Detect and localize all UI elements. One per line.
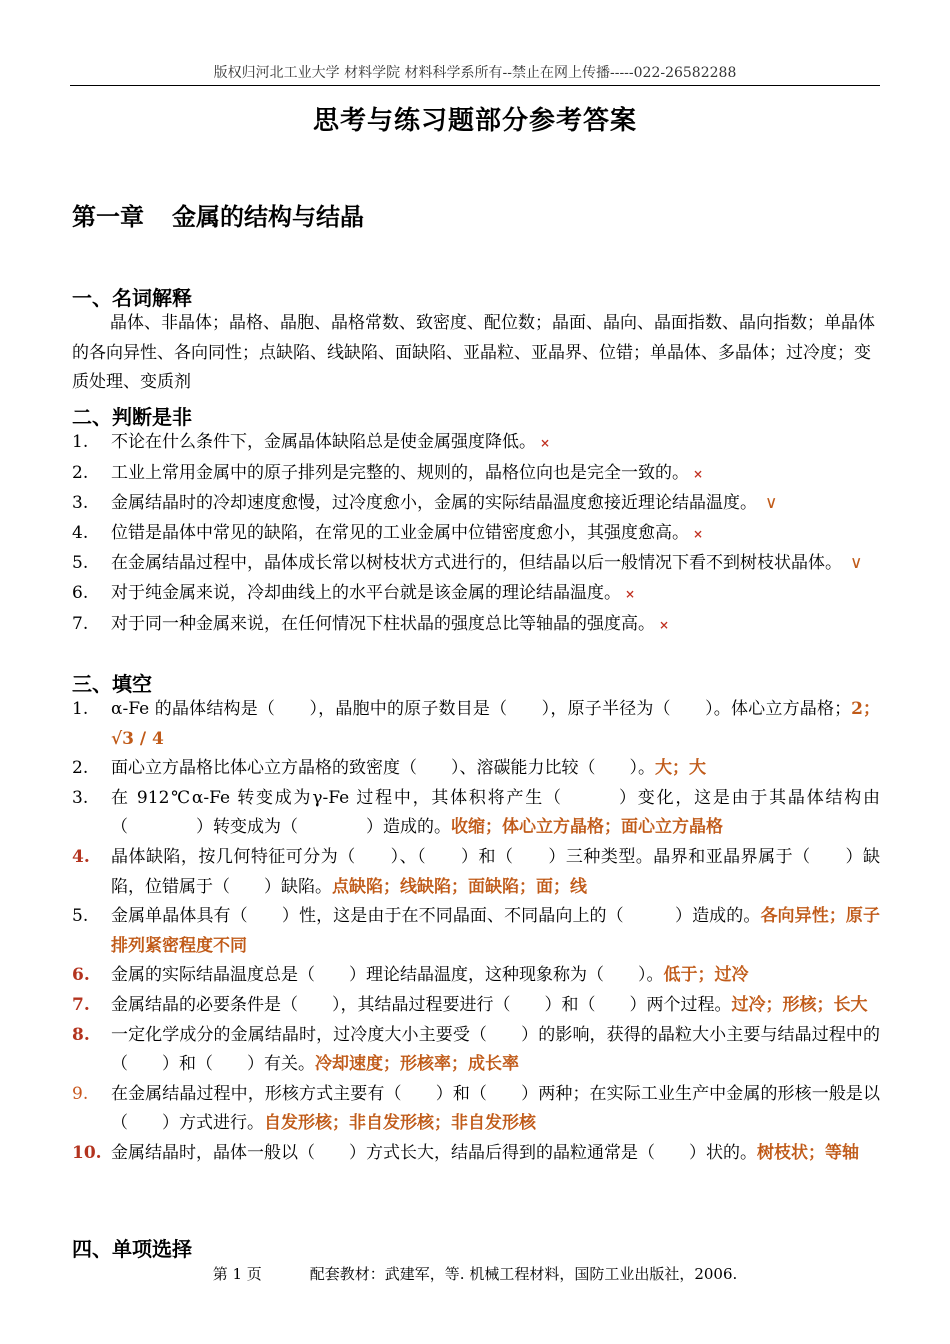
item-number: 8. bbox=[72, 1024, 90, 1045]
fill-item bbox=[72, 784, 880, 843]
truefalse-item bbox=[72, 610, 880, 641]
item-text bbox=[111, 695, 880, 754]
false-mark-icon: × bbox=[693, 526, 704, 541]
truefalse-item bbox=[72, 459, 880, 490]
question-text: 晶体缺陷，按几何特征可分为（ ）、（ ）和（ ）三种类型。晶界和亚晶界属于（ ）缺陷，位错属于（ ）缺陷。 bbox=[111, 846, 880, 897]
statement-text: 不论在什么条件下，金属晶体缺陷总是使金属强度降低。 bbox=[111, 432, 536, 452]
question-text: 金属结晶时，晶体一般以（ ）方式长大，结晶后得到的晶粒通常是（ ）状的。 bbox=[111, 1142, 757, 1163]
fill-item bbox=[72, 1080, 880, 1139]
item-number: 9. bbox=[72, 1083, 89, 1104]
item-number: 1. bbox=[72, 432, 89, 452]
item-text bbox=[111, 428, 880, 459]
statement-text: 对于同一种金属来说，在任何情况下柱状晶的强度总比等轴晶的强度高。 bbox=[111, 613, 655, 634]
answer-text: 2；√3 / 4 bbox=[111, 699, 880, 749]
section-heading-terms: 一、名词解释 bbox=[72, 286, 192, 310]
question-text: 面心立方晶格比体心立方晶格的致密度（ ）、溶碳能力比较（ ）。 bbox=[111, 758, 655, 779]
answer-text: 各向异性；原子排列紧密程度不同 bbox=[111, 906, 880, 956]
section-heading-truefalse: 二、判断是非 bbox=[72, 405, 192, 429]
item-number: 2. bbox=[72, 758, 89, 779]
fill-item bbox=[72, 1139, 880, 1169]
statement-text: 工业上常用金属中的原子排列是完整的、规则的，晶格位向也是完全一致的。 bbox=[111, 462, 689, 483]
fill-item bbox=[72, 754, 880, 784]
question-text: 金属的实际结晶温度总是（ ）理论结晶温度，这种现象称为（ ）。 bbox=[111, 965, 664, 986]
statement-text: 位错是晶体中常见的缺陷，在常见的工业金属中位错密度愈小，其强度愈高。 bbox=[111, 522, 689, 543]
true-mark-icon: ∨ bbox=[765, 493, 778, 514]
truefalse-list bbox=[72, 428, 880, 640]
item-number: 7. bbox=[72, 994, 90, 1015]
truefalse-item bbox=[72, 519, 880, 550]
answer-text: 点缺陷；线缺陷；面缺陷；面；线 bbox=[332, 876, 587, 897]
item-text bbox=[111, 1080, 880, 1139]
item-text bbox=[111, 610, 880, 641]
answer-text: 自发形核；非自发形核；非自发形核 bbox=[264, 1113, 536, 1134]
header-rule bbox=[70, 85, 880, 86]
item-text bbox=[111, 902, 880, 961]
terms-paragraph bbox=[72, 309, 878, 398]
fill-item bbox=[72, 961, 880, 991]
item-text bbox=[111, 1139, 880, 1169]
item-text bbox=[111, 991, 880, 1021]
item-number: 4. bbox=[72, 522, 89, 543]
statement-text: 在金属结晶过程中，晶体成长常以树枝状方式进行的，但结晶以后一般情况下看不到树枝状晶体。 bbox=[111, 553, 842, 574]
fill-item bbox=[72, 843, 880, 902]
item-number: 5. bbox=[72, 906, 89, 927]
question-text: 在 912℃α-Fe 转变成为γ-Fe 过程中，其体积将产生（ ）变化，这是由于其晶体结构由（ ）转变成为（ ）造成的。 bbox=[111, 787, 880, 838]
true-mark-icon: ∨ bbox=[850, 553, 863, 574]
section-heading-choice: 四、单项选择 bbox=[72, 1237, 192, 1261]
item-text bbox=[111, 489, 880, 519]
false-mark-icon: × bbox=[693, 466, 704, 481]
fill-blank-list bbox=[72, 695, 880, 1169]
truefalse-item bbox=[72, 549, 880, 579]
item-number: 3. bbox=[72, 787, 89, 808]
truefalse-item bbox=[72, 489, 880, 519]
fill-item bbox=[72, 991, 880, 1021]
question-text: 一定化学成分的金属结晶时，过冷度大小主要受（ ）的影响，获得的晶粒大小主要与结晶过程中的（ ）和（ ）有关。 bbox=[111, 1024, 880, 1075]
item-text bbox=[111, 519, 880, 550]
item-number: 7. bbox=[72, 613, 89, 634]
truefalse-item bbox=[72, 428, 880, 459]
item-number: 1. bbox=[72, 699, 89, 719]
item-number: 10. bbox=[72, 1142, 102, 1163]
item-text bbox=[111, 549, 880, 579]
answer-text: 低于；过冷 bbox=[663, 965, 749, 986]
item-text bbox=[111, 754, 880, 784]
answer-text: 过冷；形核；长大 bbox=[731, 994, 868, 1015]
item-number: 6. bbox=[72, 582, 89, 603]
item-number: 3. bbox=[72, 493, 89, 514]
fill-item bbox=[72, 695, 880, 754]
page-number: 第 1 页 bbox=[212, 1265, 262, 1283]
false-mark-icon: × bbox=[625, 586, 636, 601]
item-text bbox=[111, 1021, 880, 1080]
question-text: 在金属结晶过程中，形核方式主要有（ ）和（ ）两种；在实际工业生产中金属的形核一般是以（ ）方式进行。 bbox=[111, 1083, 880, 1134]
answer-text: 树枝状；等轴 bbox=[757, 1142, 859, 1163]
item-number: 6. bbox=[72, 965, 90, 986]
answer-text: 收缩；体心立方晶格；面心立方晶格 bbox=[451, 817, 723, 838]
answer-text: 冷却速度；形核率；成长率 bbox=[315, 1054, 519, 1075]
chapter-heading bbox=[72, 197, 364, 232]
item-text bbox=[111, 459, 880, 490]
textbook-reference: 配套教材：武建军，等. 机械工程材料，国防工业出版社，2006. bbox=[309, 1265, 738, 1283]
terms-text: 晶体、非晶体；晶格、晶胞、晶格常数、致密度、配位数；晶面、晶向、晶面指数、晶向指数；单晶体的各向异性、各向同性；点缺陷、线缺陷、面缺陷、亚晶粒、亚晶界、位错；单晶体、多晶体；过冷度；变质处理、变质剂 bbox=[72, 313, 875, 393]
item-number: 4. bbox=[72, 846, 90, 867]
chapter-number: 第一章 bbox=[72, 202, 144, 231]
page-header: 版权归河北工业大学 材料学院 材料科学系所有--禁止在网上传播-----022-26582288 bbox=[213, 65, 737, 81]
fill-item bbox=[72, 902, 880, 961]
truefalse-item bbox=[72, 579, 880, 610]
question-text: 金属结晶的必要条件是（ ），其结晶过程要进行（ ）和（ ）两个过程。 bbox=[111, 994, 732, 1015]
item-number: 2. bbox=[72, 462, 89, 483]
fill-item bbox=[72, 1021, 880, 1080]
item-text bbox=[111, 784, 880, 843]
question-text: 金属单晶体具有（ ）性，这是由于在不同晶面、不同晶向上的（ ）造成的。 bbox=[111, 906, 761, 927]
false-mark-icon: × bbox=[540, 436, 551, 450]
item-text bbox=[111, 843, 880, 902]
page-footer bbox=[0, 1263, 950, 1284]
document-title: 思考与练习题部分参考答案 bbox=[312, 106, 637, 136]
item-text bbox=[111, 579, 880, 610]
statement-text: 对于纯金属来说，冷却曲线上的水平台就是该金属的理论结晶温度。 bbox=[111, 582, 621, 603]
statement-text: 金属结晶时的冷却速度愈慢，过冷度愈小，金属的实际结晶温度愈接近理论结晶温度。 bbox=[111, 493, 757, 514]
false-mark-icon: × bbox=[659, 617, 670, 632]
item-text bbox=[111, 961, 880, 991]
answer-text: 大；大 bbox=[655, 758, 706, 779]
question-text: α-Fe 的晶体结构是（ ），晶胞中的原子数目是（ ），原子半径为（ ）。体心立方晶格； bbox=[111, 699, 852, 719]
item-number: 5. bbox=[72, 553, 89, 574]
chapter-title: 金属的结构与结晶 bbox=[172, 202, 364, 231]
section-heading-fill: 三、填空 bbox=[72, 672, 152, 696]
